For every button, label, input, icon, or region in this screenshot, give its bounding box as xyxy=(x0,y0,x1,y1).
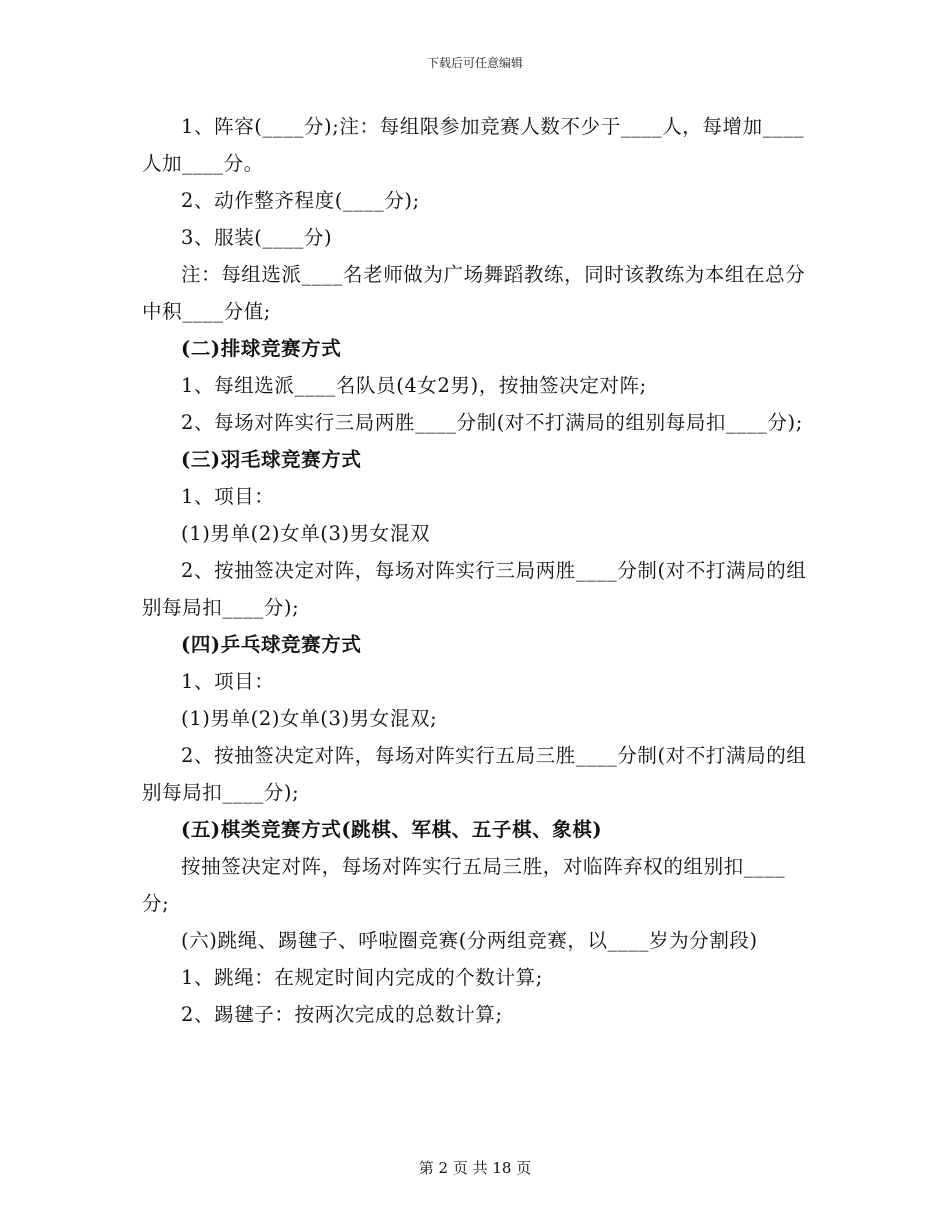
paragraph: (六)跳绳、踢毽子、呼啦圈竞赛(分两组竞赛，以____岁为分割段) xyxy=(181,929,758,952)
paragraph: 注：每组选派____名老师做为广场舞蹈教练，同时该教练为本组在总分中积____分值; xyxy=(142,263,806,323)
paragraph: 1、每组选派____名队员(4女2男)，按抽签决定对阵; xyxy=(181,374,647,397)
paragraph: 1、项目： xyxy=(181,670,275,693)
section-heading: (三)羽毛球竞赛方式 xyxy=(181,448,362,471)
page-number: 第 2 页 共 18 页 xyxy=(418,1159,532,1177)
paragraph: (1)男单(2)女单(3)男女混双; xyxy=(181,707,438,730)
paragraph: 2、按抽签决定对阵，每场对阵实行三局两胜____分制(对不打满局的组别每局扣____分); xyxy=(142,559,807,619)
document-body xyxy=(142,108,810,1033)
paragraph: (1)男单(2)女单(3)男女混双 xyxy=(181,522,431,545)
paragraph: 2、每场对阵实行三局两胜____分制(对不打满局的组别每局扣____分); xyxy=(181,411,803,434)
section-heading: (四)乒乓球竞赛方式 xyxy=(181,633,362,656)
page-header: 下载后可任意编辑 xyxy=(426,56,523,70)
paragraph: 2、踢毽子：按两次完成的总数计算; xyxy=(181,1003,503,1026)
section-heading: (五)棋类竞赛方式(跳棋、军棋、五子棋、象棋) xyxy=(181,818,603,841)
paragraph: 按抽签决定对阵，每场对阵实行五局三胜，对临阵弃权的组别扣____分; xyxy=(142,855,786,915)
paragraph: 1、跳绳：在规定时间内完成的个数计算; xyxy=(181,966,543,989)
paragraph: 1、项目： xyxy=(181,485,275,508)
paragraph: 2、按抽签决定对阵，每场对阵实行五局三胜____分制(对不打满局的组别每局扣____分); xyxy=(142,744,807,804)
section-heading: (二)排球竞赛方式 xyxy=(181,337,342,360)
paragraph: 2、动作整齐程度(____分); xyxy=(181,189,420,212)
paragraph: 3、服装(____分) xyxy=(181,226,333,249)
paragraph: 1、阵容(____分);注：每组限参加竞赛人数不少于____人，每增加____人加____分。 xyxy=(142,115,805,175)
